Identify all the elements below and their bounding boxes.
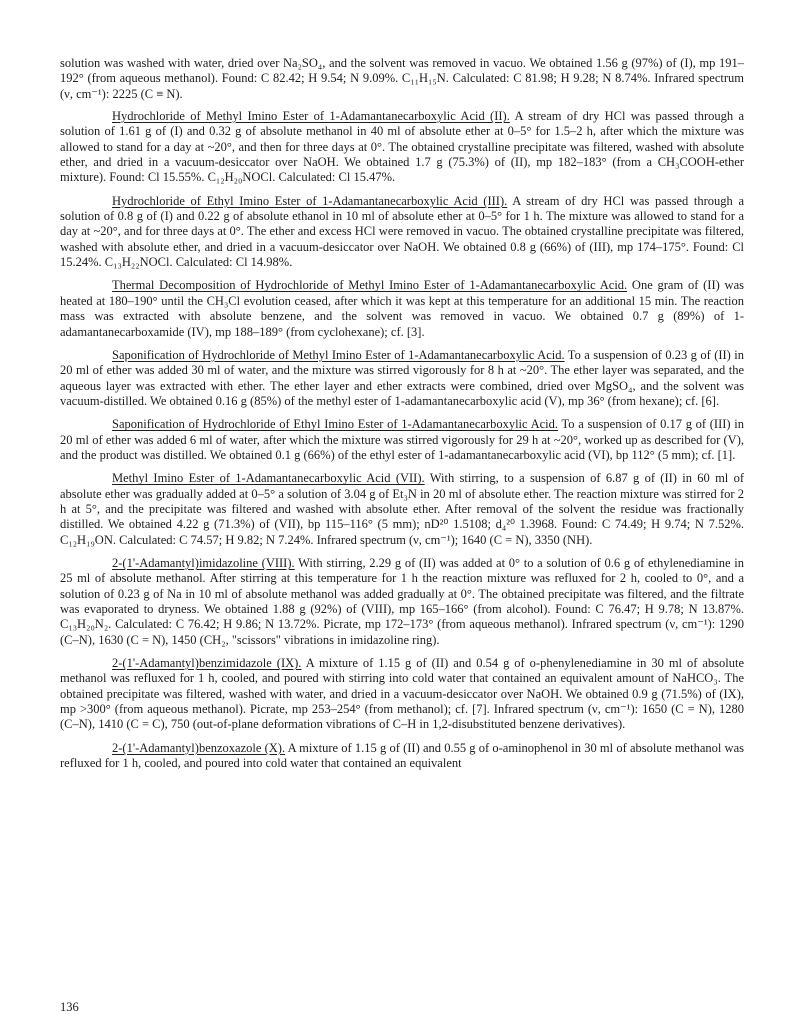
section-heading: 2-(1'-Adamantyl)imidazoline (VIII). — [112, 555, 295, 570]
paragraph-continuation — [60, 56, 744, 102]
paragraph-compound-VII — [60, 471, 744, 548]
section-heading: Saponification of Hydrochloride of Methyl Imino Ester of 1-Adamantanecarboxylic Acid. — [112, 347, 565, 362]
document-page — [60, 0, 744, 771]
section-heading: 2-(1'-Adamantyl)benzoxazole (X). — [112, 740, 286, 755]
paragraph-text: solution was washed with water, dried over Na₂SO₄, and the solvent was removed in vacuo. We obtained 1.56 g (97%) of (I), mp 191–192° (from aqueous methanol). Found: C 82.42; H 9.54; N 9.09%. C₁₁H₁₅N. Calculated: C 81.98; H 9.28; N 8.74%. Infrared spectrum (ν, cm⁻¹): 2225 (C ≡ N). — [60, 56, 744, 101]
paragraph-text: One gram of (II) was heated at 180–190° until the CH₃Cl evolution ceased, after which it was kept at this temperature for an additional 15 min. The reaction mass was extracted with absolute benzene, and the solvent was removed in vacuo. We obtained 0.7 g (89%) of 1-adamantanecarboxamide (IV), mp 188–189° (from cyclohexane); cf. [3]. — [60, 278, 744, 339]
paragraph-text: To a suspension of 0.17 g of (III) in 20 ml of ether was added 6 ml of water, after which the mixture was stirred vigorously for 29 h at ~20°, worked up as described for (V), and the product was distilled. We obtained 0.1 g (66%) of the ethyl ester of 1-adamantanecarboxylic acid (VI), bp 112° (5 mm); cf. [1]. — [60, 417, 744, 462]
section-heading: Hydrochloride of Methyl Imino Ester of 1-Adamantanecarboxylic Acid (II). — [112, 109, 510, 124]
paragraph-text: With stirring, to a suspension of 6.87 g of (II) in 60 ml of absolute ether was gradually added at 0–5° a solution of 3.04 g of Et₃N in 20 ml of absolute ether. The reaction mixture was stirred for 2 h at 5°, and the precipitate was filtered and washed with absolute ether. After removal of the solvent the residue was fractionally distilled. We obtained 4.22 g (71.3%) of (VII), bp 115–116° (5 mm); nD²⁰ 1.5108; d₄²⁰ 1.3968. Found: C 74.49; H 9.74; N 7.52%. C₁₂H₁₉ON. Calculated: C 74.57; H 9.82; N 7.24%. Infrared spectrum (ν, cm⁻¹); 1640 (C = N), 3350 (NH). — [60, 471, 744, 547]
paragraph-thermal-decomposition — [60, 278, 744, 339]
paragraph-text: With stirring, 2.29 g of (II) was added at 0° to a solution of 0.6 g of ethylenediamine in 25 ml of absolute methanol. After stirring at this temperature for 1 h the reaction mixture was refluxed for 2 h, cooled to 0°, and a solution of 0.23 g of Na in 10 ml of absolute methanol was added gradually at 0°. The obtained precipitate was filtered, and the filtrate was evaporated to dryness. We obtained 1.88 g (92%) of (VIII), mp 165–166° (from alcohol). Found: C 76.47; H 9.78; N 13.87%. C₁₃H₂₀N₂. Calculated: C 76.42; H 9.86; N 13.72%. Picrate, mp 172–173° (from aqueous methanol). Infrared spectrum (ν, cm⁻¹): 1290 (C–N), 1630 (C = N), 1450 (CH₂, "scissors" vibrations in imidazoline ring). — [60, 555, 745, 647]
paragraph-text: A stream of dry HCl was passed through a solution of 0.8 g of (I) and 0.22 g of absolute ethanol in 10 ml of absolute ether at 0–5° for 1 h. The mixture was allowed to stand for a day at ~20°, and for three days at 0°. The ether and excess HCl were removed in vacuo. The obtained crystalline precipitate was filtered, washed with absolute ether, and dried in a vacuum-desiccator over NaOH. We obtained 0.8 g (66%) of (III), mp 174–175°. Found: Cl 15.24%. C₁₃H₂₂NOCl. Calculated: Cl 14.98%. — [60, 193, 744, 270]
paragraph-text: To a suspension of 0.23 g of (II) in 20 ml of ether was added 30 ml of water, and the mixture was stirred vigorously for 8 h at ~20°. The ether layer was separated, and the aqueous layer was extracted with ether. The ether layer and ether extracts were combined, dried over MgSO₄, and the solvent was vacuum-distilled. We obtained 0.16 g (85%) of the methyl ester of 1-adamantanecarboxylic acid (V), mp 36° (from hexane); cf. [6]. — [60, 347, 744, 408]
section-heading: Saponification of Hydrochloride of Ethyl Imino Ester of 1-Adamantanecarboxylic Acid. — [112, 417, 559, 432]
paragraph-compound-IX — [60, 656, 744, 733]
paragraph-compound-II — [60, 109, 744, 186]
section-heading: Hydrochloride of Ethyl Imino Ester of 1-Adamantanecarboxylic Acid (III). — [112, 193, 508, 208]
paragraph-compound-VIII — [60, 556, 744, 648]
paragraph-saponification-ethyl — [60, 417, 744, 463]
paragraph-compound-III — [60, 194, 744, 271]
section-heading: Methyl Imino Ester of 1-Adamantanecarboxylic Acid (VII). — [112, 471, 425, 486]
paragraph-compound-X — [60, 741, 744, 772]
section-heading: 2-(1'-Adamantyl)benzimidazole (IX). — [112, 656, 302, 671]
page-number: 136 — [60, 1000, 79, 1014]
paragraph-saponification-methyl — [60, 348, 744, 409]
paragraph-text: A mixture of 1.15 g of (II) and 0.55 g of o-aminophenol in 30 ml of absolute methanol was refluxed for 1 h, cooled, and poured into cold water that contained an equivalent — [60, 740, 744, 771]
paragraph-text: A stream of dry HCl was passed through a solution of 1.61 g of (I) and 0.32 g of absolute methanol in 40 ml of absolute ether at 0–5° for 1.5–2 h, after which the mixture was allowed to stand for a day at ~20°, and then for three days at 0°. The obtained crystalline precipitate was filtered, washed with absolute ether, and dried in a vacuum-desiccator over NaOH. We obtained 1.7 g (75.3%) of (II), mp 182–183° (from a CH₃COOH-ether mixture). Found: Cl 15.55%. C₁₂H₂₀NOCl. Calculated: Cl 15.47%. — [60, 109, 744, 185]
section-heading: Thermal Decomposition of Hydrochloride of Methyl Imino Ester of 1-Adamantanecarboxylic Acid. — [112, 278, 628, 293]
paragraph-text: A mixture of 1.15 g of (II) and 0.54 g of o-phenylenediamine in 30 ml of absolute methanol was refluxed for 1 h, cooled, and poured with stirring into cold water that contained an equivalent amount of NaHCO₃. The obtained precipitate was filtered, washed with water, and dried in a vacuum-desiccator over NaOH. We obtained 0.9 g (71.5%) of (IX), mp >300° (from aqueous methanol). Picrate, mp 253–254° (from methanol); cf. [7]. Infrared spectrum (ν, cm⁻¹): 1650 (C = N), 1280 (C–N), 1410 (C = C), 750 (out-of-plane deformation vibrations of C–H in 1,2-disubstituted benzene derivatives). — [60, 656, 745, 732]
